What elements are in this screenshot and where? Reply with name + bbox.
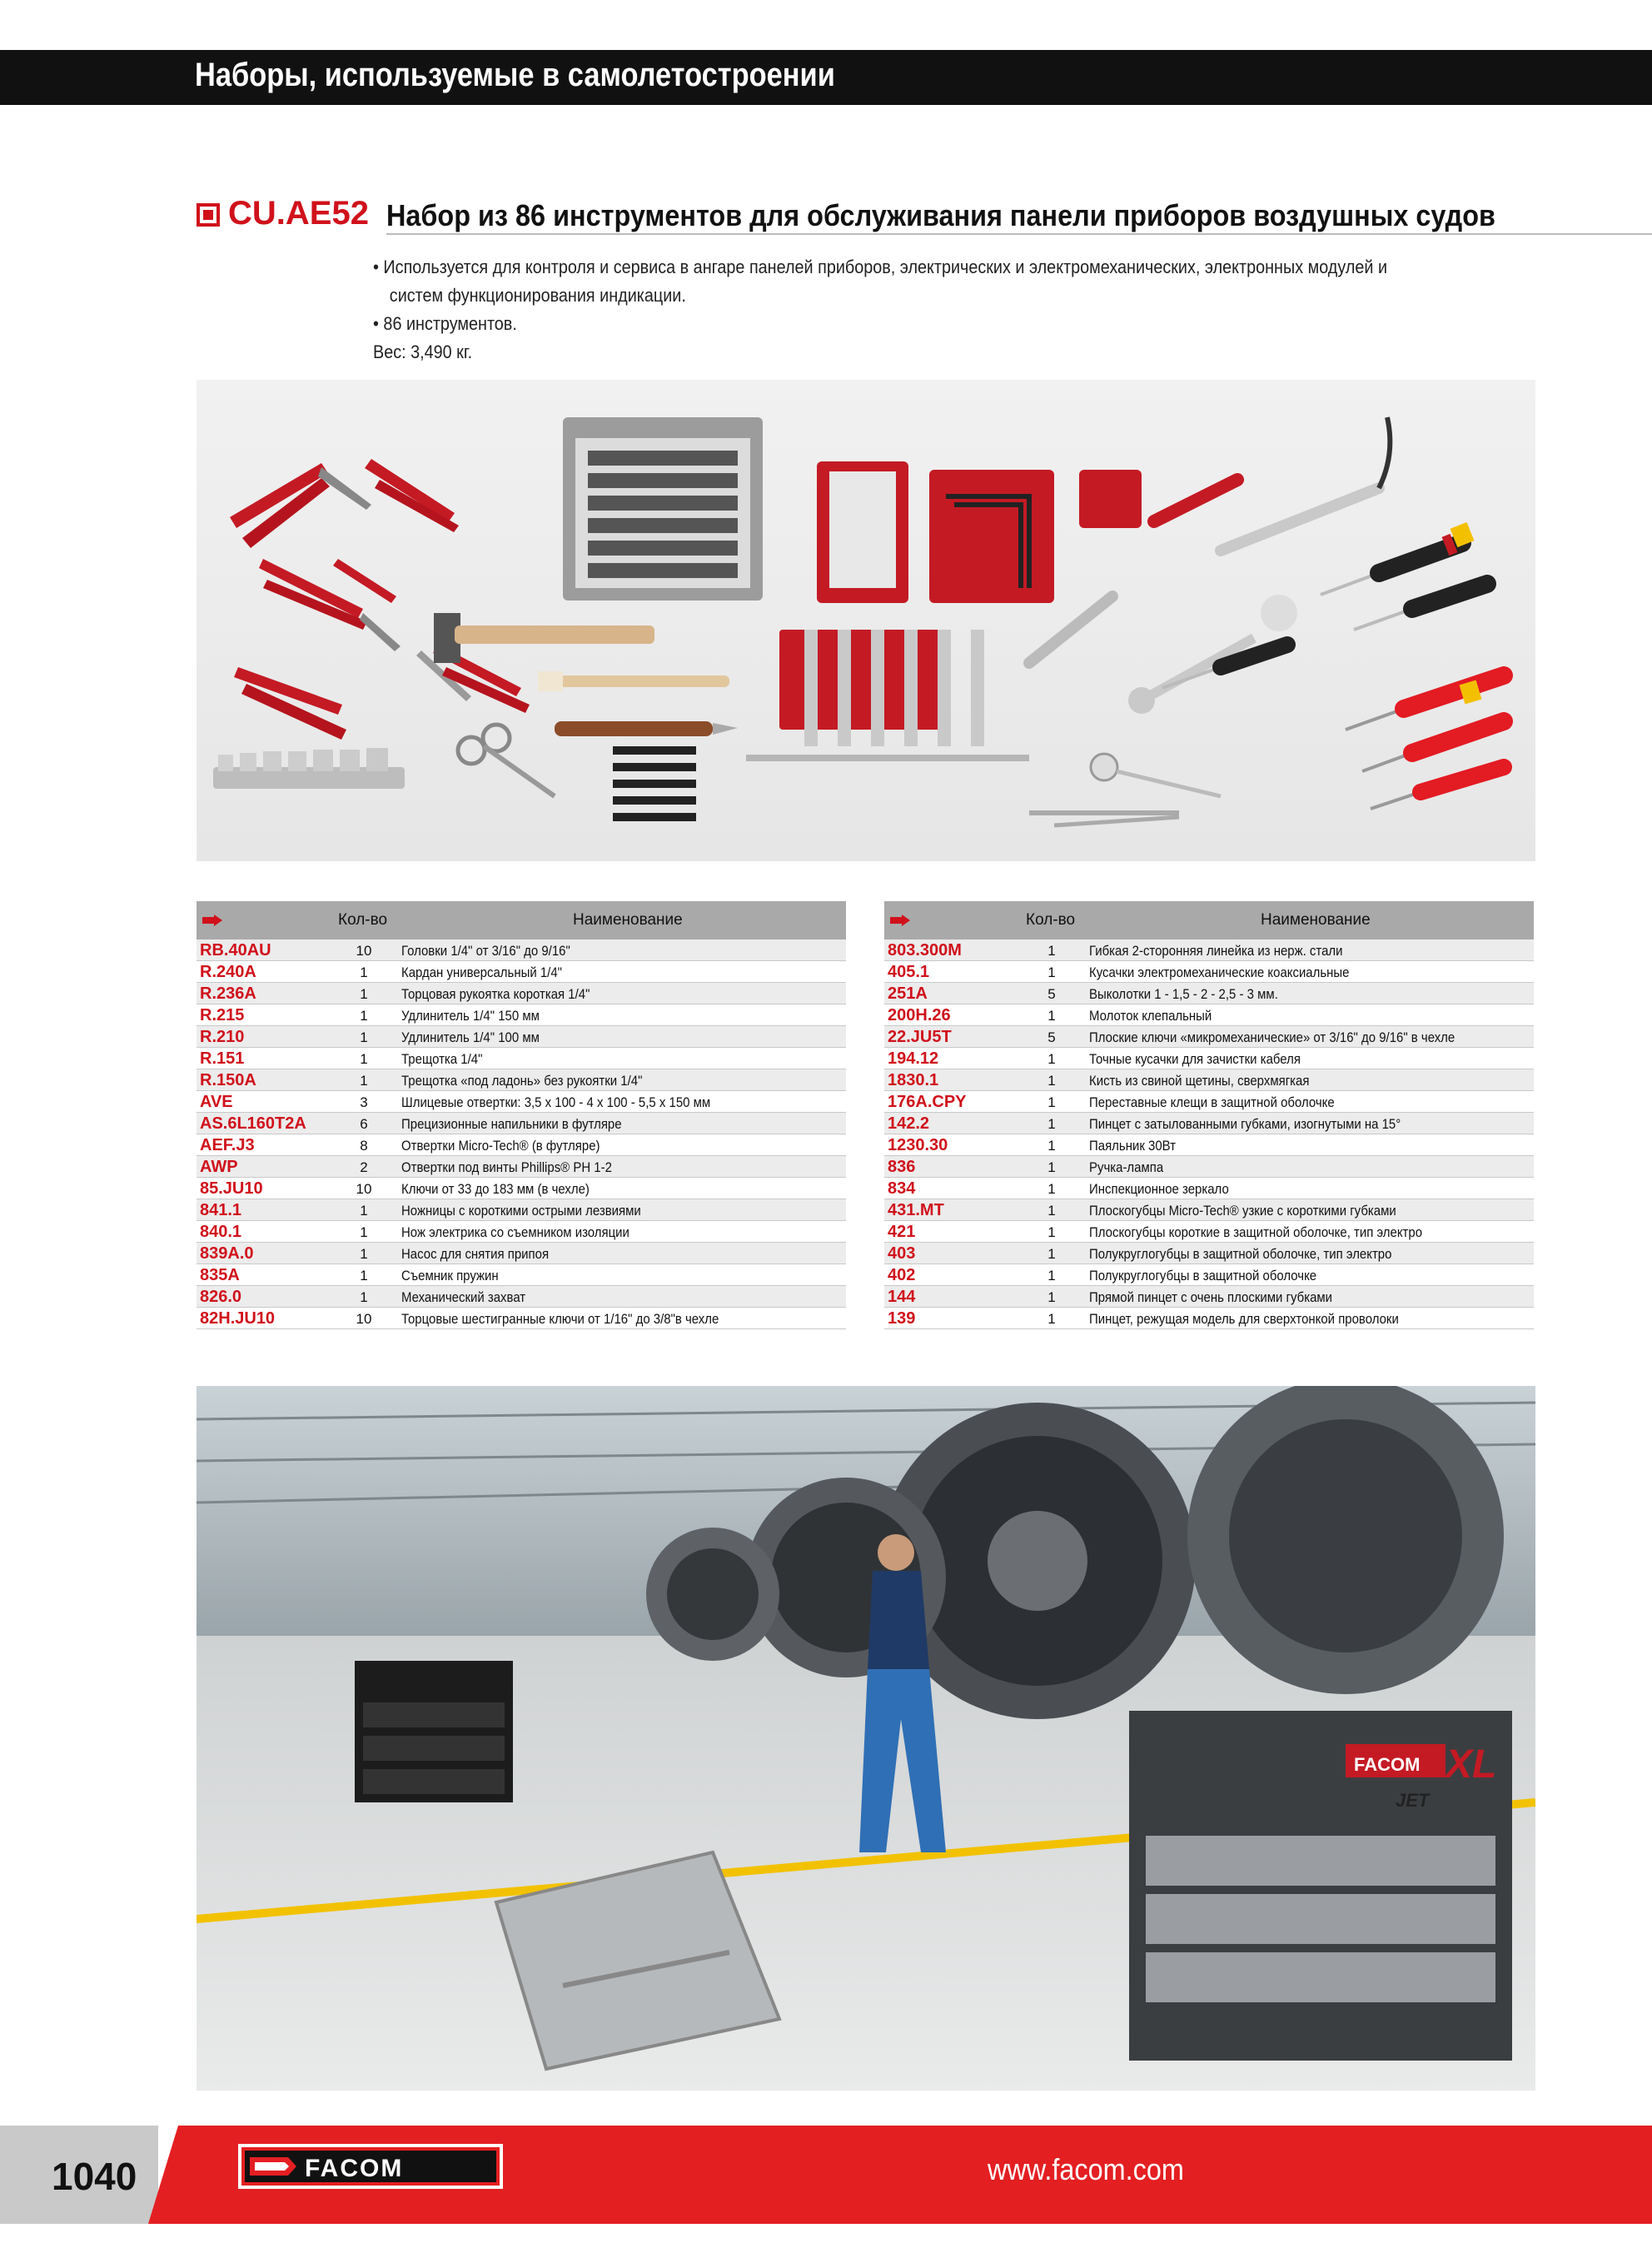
item-name: Торцовые шестигранные ключи от 1/16" до 3/8"в чехле bbox=[401, 1311, 719, 1327]
table-row bbox=[884, 1286, 1534, 1308]
item-name: Ручка-лампа bbox=[1089, 1159, 1164, 1175]
ruler-icon bbox=[746, 755, 1029, 761]
table-row bbox=[884, 983, 1534, 1004]
pen-lamp-icon bbox=[1029, 596, 1112, 663]
table-row bbox=[197, 961, 846, 983]
item-name: Торцовая рукоятка короткая 1/4" bbox=[401, 986, 590, 1002]
table-row bbox=[884, 1199, 1534, 1221]
table-row bbox=[884, 1048, 1534, 1069]
square-bullet-icon bbox=[197, 203, 220, 227]
table-row bbox=[197, 1048, 846, 1069]
punches-icon bbox=[613, 746, 696, 821]
quantity: 1 bbox=[360, 1008, 368, 1024]
item-name: Молоток клепальный bbox=[1089, 1008, 1212, 1024]
table-row bbox=[197, 1113, 846, 1134]
quantity: 1 bbox=[1047, 1159, 1056, 1175]
page-number: 1040 bbox=[52, 2155, 137, 2198]
item-name: Удлинитель 1/4" 100 мм bbox=[401, 1029, 540, 1045]
quantity: 1 bbox=[360, 1073, 368, 1089]
reference-code: R.151 bbox=[200, 1049, 245, 1068]
reference-code: 200H.26 bbox=[888, 1006, 951, 1024]
item-name: Пинцет с затылованными губками, изогнутыми на 15° bbox=[1089, 1116, 1401, 1132]
table-header bbox=[884, 901, 1534, 940]
table-row bbox=[884, 1156, 1534, 1178]
quantity: 1 bbox=[1047, 1073, 1056, 1089]
reference-code: 403 bbox=[888, 1244, 916, 1263]
table-row bbox=[197, 1069, 846, 1091]
table-row bbox=[197, 983, 846, 1004]
table-header bbox=[197, 901, 846, 940]
item-name: Кардан универсальный 1/4" bbox=[401, 964, 562, 980]
components-table-right bbox=[884, 901, 1534, 1329]
red-pouch-icon bbox=[779, 461, 1142, 730]
table-row bbox=[197, 1199, 846, 1221]
quantity: 5 bbox=[1047, 1029, 1056, 1045]
cart-model-label: XL bbox=[1446, 1742, 1497, 1787]
name-column-header: Наименование bbox=[1261, 911, 1371, 929]
item-name: Съемник пружин bbox=[401, 1268, 499, 1283]
quantity: 1 bbox=[360, 1051, 368, 1067]
desc-line: • Используется для контроля и сервиса в ангаре панелей приборов, электрических и электромеханических, электронных модулей и bbox=[373, 257, 1388, 277]
item-name: Удлинитель 1/4" 150 мм bbox=[401, 1008, 540, 1024]
reference-code: 1230.30 bbox=[888, 1136, 948, 1154]
quantity: 1 bbox=[1047, 943, 1056, 959]
name-column-header: Наименование bbox=[573, 911, 683, 929]
table-row bbox=[884, 1308, 1534, 1329]
reference-code: 176A.CPY bbox=[888, 1093, 967, 1111]
quantity: 1 bbox=[1047, 1289, 1056, 1305]
table-row bbox=[197, 1156, 846, 1178]
cart-brand-label: FACOM bbox=[1354, 1754, 1421, 1775]
desc-line: систем функционирования индикации. bbox=[389, 285, 686, 306]
desc-line: • 86 инструментов. bbox=[373, 313, 517, 334]
item-name: Отвертки под винты Phillips® PH 1-2 bbox=[401, 1159, 612, 1175]
quantity: 10 bbox=[356, 1181, 372, 1197]
item-name: Кисть из свиной щетины, сверхмягкая bbox=[1089, 1073, 1310, 1089]
item-name: Инспекционное зеркало bbox=[1089, 1181, 1229, 1197]
reference-code: 834 bbox=[888, 1179, 916, 1198]
reference-code: AWP bbox=[200, 1158, 238, 1176]
item-name: Плоскогубцы короткие в защитной оболочке, тип электро bbox=[1089, 1224, 1423, 1240]
reference-code: 142.2 bbox=[888, 1114, 930, 1133]
screwdriver-icon bbox=[1162, 531, 1504, 809]
quantity: 1 bbox=[1047, 1008, 1056, 1024]
soldering-iron-icon bbox=[1154, 417, 1390, 551]
heading-underline bbox=[386, 233, 1652, 235]
tool-set-illustration bbox=[197, 380, 1535, 861]
reference-arrow-icon bbox=[202, 915, 223, 926]
tool-cart-icon bbox=[355, 1661, 513, 1802]
reference-code: 836 bbox=[888, 1158, 916, 1176]
table-row bbox=[884, 1134, 1534, 1156]
reference-code: 251A bbox=[888, 984, 928, 1003]
qty-column-header: Кол-во bbox=[338, 911, 388, 929]
product-name: Набор из 86 инструментов для обслуживания панели приборов воздушных судов bbox=[386, 198, 1495, 232]
table-row bbox=[884, 1221, 1534, 1243]
quantity: 2 bbox=[360, 1159, 368, 1175]
reference-code: 82H.JU10 bbox=[200, 1309, 276, 1328]
table-row bbox=[884, 1004, 1534, 1026]
quantity: 1 bbox=[360, 1029, 368, 1045]
table-row bbox=[197, 1178, 846, 1199]
scissors-icon bbox=[458, 725, 555, 796]
quantity: 1 bbox=[1047, 1268, 1056, 1283]
item-name: Выколотки 1 - 1,5 - 2 - 2,5 - 3 мм. bbox=[1089, 986, 1278, 1002]
reference-code: 835A bbox=[200, 1266, 240, 1284]
knife-icon bbox=[555, 721, 738, 736]
item-name: Паяльник 30Вт bbox=[1089, 1138, 1176, 1154]
components-table-left bbox=[197, 901, 846, 1329]
item-name: Трещотка «под ладонь» без рукоятки 1/4" bbox=[401, 1073, 643, 1089]
table-row bbox=[197, 1091, 846, 1113]
file-case-icon bbox=[563, 417, 763, 601]
inspection-mirror-icon bbox=[1091, 754, 1221, 796]
quantity: 1 bbox=[360, 1289, 368, 1305]
table-row bbox=[197, 1308, 846, 1329]
quantity: 8 bbox=[360, 1138, 368, 1154]
quantity: 1 bbox=[1047, 1224, 1056, 1240]
reference-code: 194.12 bbox=[888, 1049, 939, 1068]
item-name: Точные кусачки для зачистки кабеля bbox=[1089, 1051, 1301, 1067]
reference-code: R.210 bbox=[200, 1028, 245, 1046]
qty-column-header: Кол-во bbox=[1026, 911, 1076, 929]
website-link[interactable]: www.facom.com bbox=[988, 2152, 1184, 2186]
reference-code: 803.300M bbox=[888, 941, 962, 960]
quantity: 10 bbox=[356, 943, 372, 959]
item-name: Прецизионные напильники в футляре bbox=[401, 1116, 622, 1132]
pliers-icon bbox=[230, 459, 530, 740]
table-row bbox=[197, 940, 846, 961]
hammer-icon bbox=[434, 613, 654, 663]
product-description bbox=[373, 253, 1555, 366]
reference-code: 139 bbox=[888, 1309, 916, 1328]
tweezers-icon bbox=[1029, 813, 1179, 825]
reference-code: 402 bbox=[888, 1266, 916, 1284]
reference-code: AS.6L160T2A bbox=[200, 1114, 306, 1133]
brand-text: FACOM bbox=[305, 2155, 404, 2182]
quantity: 6 bbox=[360, 1116, 368, 1132]
table-row bbox=[197, 1026, 846, 1048]
quantity: 1 bbox=[1047, 1138, 1056, 1154]
quantity: 1 bbox=[360, 964, 368, 980]
table-row bbox=[884, 1264, 1534, 1286]
brush-icon bbox=[538, 671, 729, 691]
quantity: 5 bbox=[1047, 986, 1056, 1002]
table-row bbox=[884, 940, 1534, 961]
item-name: Полукруглогубцы в защитной оболочке bbox=[1089, 1268, 1317, 1283]
item-name: Трещотка 1/4" bbox=[401, 1051, 483, 1067]
facom-logo bbox=[238, 2144, 503, 2189]
table-row bbox=[197, 1004, 846, 1026]
table-row bbox=[884, 1113, 1534, 1134]
reference-code: 421 bbox=[888, 1223, 916, 1241]
quantity: 1 bbox=[360, 1268, 368, 1283]
reference-code: 144 bbox=[888, 1288, 916, 1306]
reference-code: 839A.0 bbox=[200, 1244, 254, 1263]
reference-code: 85.JU10 bbox=[200, 1179, 263, 1198]
table-row bbox=[197, 1134, 846, 1156]
item-name: Ножницы с короткими острыми лезвиями bbox=[401, 1203, 641, 1219]
socket-rail-icon bbox=[213, 748, 405, 789]
item-name: Полукруглогубцы в защитной оболочке, тип электро bbox=[1089, 1246, 1392, 1262]
workshop-photo bbox=[197, 1386, 1535, 2091]
table-row bbox=[884, 1026, 1534, 1048]
quantity: 1 bbox=[1047, 1051, 1056, 1067]
table-row bbox=[884, 1178, 1534, 1199]
reference-code: 431.MT bbox=[888, 1201, 944, 1219]
desc-line: Вес: 3,490 кг. bbox=[373, 341, 473, 362]
quantity: 1 bbox=[1047, 1116, 1056, 1132]
page-footer bbox=[0, 2126, 1652, 2243]
item-name: Отвертки Micro-Tech® (в футляре) bbox=[401, 1138, 600, 1154]
quantity: 1 bbox=[360, 1224, 368, 1240]
table-row bbox=[197, 1286, 846, 1308]
reference-code: R.150A bbox=[200, 1071, 256, 1089]
cart-sub-label: JET bbox=[1396, 1790, 1430, 1811]
quantity: 1 bbox=[1047, 1094, 1056, 1110]
item-name: Ключи от 33 до 183 мм (в чехле) bbox=[401, 1181, 590, 1197]
item-name: Механический захват bbox=[401, 1289, 526, 1305]
item-name: Переставные клещи в защитной оболочке bbox=[1089, 1094, 1335, 1110]
table-row bbox=[884, 1069, 1534, 1091]
reference-code: 22.JU5T bbox=[888, 1028, 952, 1046]
reference-code: AVE bbox=[200, 1093, 233, 1111]
item-name: Плоскогубцы Micro-Tech® узкие с короткими губками bbox=[1089, 1203, 1396, 1219]
product-heading bbox=[197, 197, 1537, 237]
quantity: 1 bbox=[1047, 1181, 1056, 1197]
tool-set-photo bbox=[197, 380, 1535, 861]
item-name: Головки 1/4" от 3/16" до 9/16" bbox=[401, 943, 570, 959]
quantity: 3 bbox=[360, 1094, 368, 1110]
item-name: Плоские ключи «микромеханические» от 3/16" до 9/16" в чехле bbox=[1089, 1029, 1455, 1045]
table-row bbox=[197, 1221, 846, 1243]
reference-code: AEF.J3 bbox=[200, 1136, 255, 1154]
reference-code: R.236A bbox=[200, 984, 256, 1003]
item-name: Гибкая 2-сторонняя линейка из нерж. стали bbox=[1089, 943, 1343, 959]
table-row bbox=[197, 1243, 846, 1264]
reference-code: 841.1 bbox=[200, 1201, 242, 1219]
reference-code: 840.1 bbox=[200, 1223, 242, 1241]
item-name: Прямой пинцет с очень плоскими губками bbox=[1089, 1289, 1333, 1305]
reference-code: 1830.1 bbox=[888, 1071, 939, 1089]
quantity: 10 bbox=[356, 1311, 372, 1327]
item-name: Кусачки электромеханические коаксиальные bbox=[1089, 964, 1350, 980]
reference-code: R.215 bbox=[200, 1006, 245, 1024]
quantity: 1 bbox=[360, 986, 368, 1002]
item-name: Пинцет, режущая модель для сверхтонкой проволоки bbox=[1089, 1311, 1399, 1327]
table-row bbox=[884, 961, 1534, 983]
quantity: 1 bbox=[1047, 1246, 1056, 1262]
item-name: Насос для снятия припоя bbox=[401, 1246, 550, 1262]
quantity: 1 bbox=[360, 1246, 368, 1262]
quantity: 1 bbox=[1047, 1203, 1056, 1219]
section-title-bar bbox=[0, 50, 1652, 105]
workshop-illustration bbox=[197, 1386, 1535, 2091]
table-row bbox=[197, 1264, 846, 1286]
quantity: 1 bbox=[1047, 964, 1056, 980]
quantity: 1 bbox=[360, 1203, 368, 1219]
reference-arrow-icon bbox=[889, 915, 911, 926]
item-name: Нож электрика со съемником изоляции bbox=[401, 1224, 629, 1240]
product-code: CU.AE52 bbox=[228, 195, 369, 232]
table-row bbox=[884, 1091, 1534, 1113]
reference-code: 405.1 bbox=[888, 963, 930, 981]
section-title: Наборы, используемые в самолетостроении bbox=[195, 57, 835, 93]
quantity: 1 bbox=[1047, 1311, 1056, 1327]
item-name: Шлицевые отвертки: 3,5 x 100 - 4 x 100 - 5,5 x 150 мм bbox=[401, 1094, 711, 1110]
reference-code: R.240A bbox=[200, 963, 256, 981]
reference-code: RB.40AU bbox=[200, 941, 271, 960]
table-row bbox=[884, 1243, 1534, 1264]
reference-code: 826.0 bbox=[200, 1288, 242, 1306]
